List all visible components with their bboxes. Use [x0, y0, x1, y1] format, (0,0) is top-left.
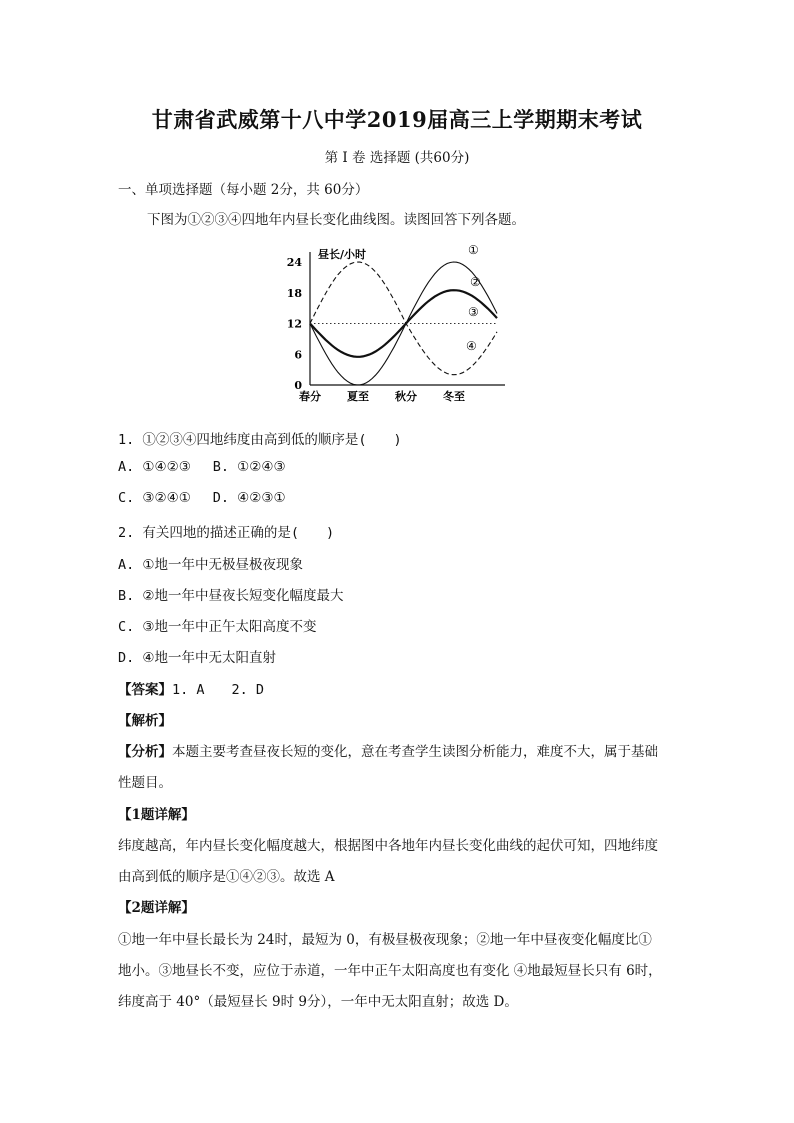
q2-detail-line-2: 地小。③地昼长不变，应位于赤道，一年中正午太阳高度也有变化 ④地最短昼长只有 6时， — [118, 963, 662, 979]
option-b: B. ①②④③ — [212, 459, 286, 475]
x-tick-label: 春分 — [299, 390, 321, 403]
section-heading: 一、单项选择题（每小题 2分，共 60分） — [118, 182, 369, 198]
question-2-option-a: A. ①地一年中无极昼极夜现象 — [118, 557, 303, 573]
x-tick-label: 秋分 — [395, 390, 417, 403]
answer-text: 1. A 2. D — [172, 682, 265, 698]
answer-label: 【答案】 — [118, 682, 172, 698]
series-label-1: ① — [468, 243, 479, 257]
chart-lines — [310, 262, 497, 385]
question-2-option-d: D. ④地一年中无太阳直射 — [118, 650, 276, 666]
y-tick-label: 18 — [286, 286, 302, 300]
y-tick-label: 24 — [286, 256, 302, 269]
page-subtitle: 第 I 卷 选择题 (共60分) — [324, 150, 470, 166]
question-2-option-c: C. ③地一年中正午太阳高度不变 — [118, 619, 317, 635]
chart-ylabel: 昼长/小时 — [318, 248, 367, 261]
y-tick-label: 12 — [286, 317, 302, 331]
page-title: 甘肃省武威第十八中学2019届高三上学期期末考试 — [151, 107, 643, 132]
question-2-option-b: B. ②地一年中昼夜长短变化幅度最大 — [118, 588, 344, 604]
q1-detail-line-2: 由高到低的顺序是①④②③。故选 A — [118, 869, 335, 885]
x-tick-label: 冬至 — [443, 390, 465, 403]
analysis-label: 【解析】 — [118, 713, 172, 729]
fenxi-label: 【分析】 — [118, 744, 172, 760]
analysis-fenxi-line-2: 性题目。 — [118, 775, 172, 791]
y-tick-label: 0 — [294, 379, 302, 392]
series-label-2: ② — [470, 275, 481, 289]
q2-detail-line-3: 纬度高于 40°（最短昼长 9时 9分），一年中无太阳直射；故选 D。 — [118, 994, 518, 1010]
series-label-4: ④ — [466, 339, 477, 353]
analysis-fenxi-line-1 — [118, 740, 658, 760]
question-1-options-row-1 — [118, 459, 286, 475]
option-d: D. ④②③① — [212, 490, 286, 506]
y-tick-label: 6 — [294, 348, 302, 362]
chart-series-labels — [466, 243, 481, 353]
question-2-stem: 2. 有关四地的描述正确的是( ) — [118, 525, 335, 541]
q1-detail-label: 【1题详解】 — [118, 807, 195, 823]
option-a: A. ①④②③ — [118, 459, 191, 475]
answer-line — [118, 678, 264, 698]
q2-detail-line-1: ①地一年中昼长最长为 24时，最短为 0，有极昼极夜现象；②地一年中昼夜变化幅度比① — [118, 932, 652, 948]
x-tick-label: 夏至 — [347, 390, 369, 403]
q1-detail-line-1: 纬度越高，年内昼长变化幅度越大，根据图中各地年内昼长变化曲线的起伏可知，四地纬度 — [118, 838, 658, 854]
question-1-options-row-2 — [118, 490, 286, 506]
series-label-3: ③ — [468, 305, 479, 319]
fenxi-text: 本题主要考查昼夜长短的变化，意在考查学生读图分析能力，难度不大，属于基础 — [172, 744, 658, 760]
section-intro: 下图为①②③④四地年内昼长变化曲线图。读图回答下列各题。 — [147, 212, 525, 228]
q2-detail-label: 【2题详解】 — [118, 900, 195, 916]
option-c: C. ③②④① — [118, 490, 191, 506]
question-1-stem: 1. ①②③④四地纬度由高到低的顺序是( ) — [118, 432, 402, 448]
day-length-chart — [280, 240, 520, 410]
